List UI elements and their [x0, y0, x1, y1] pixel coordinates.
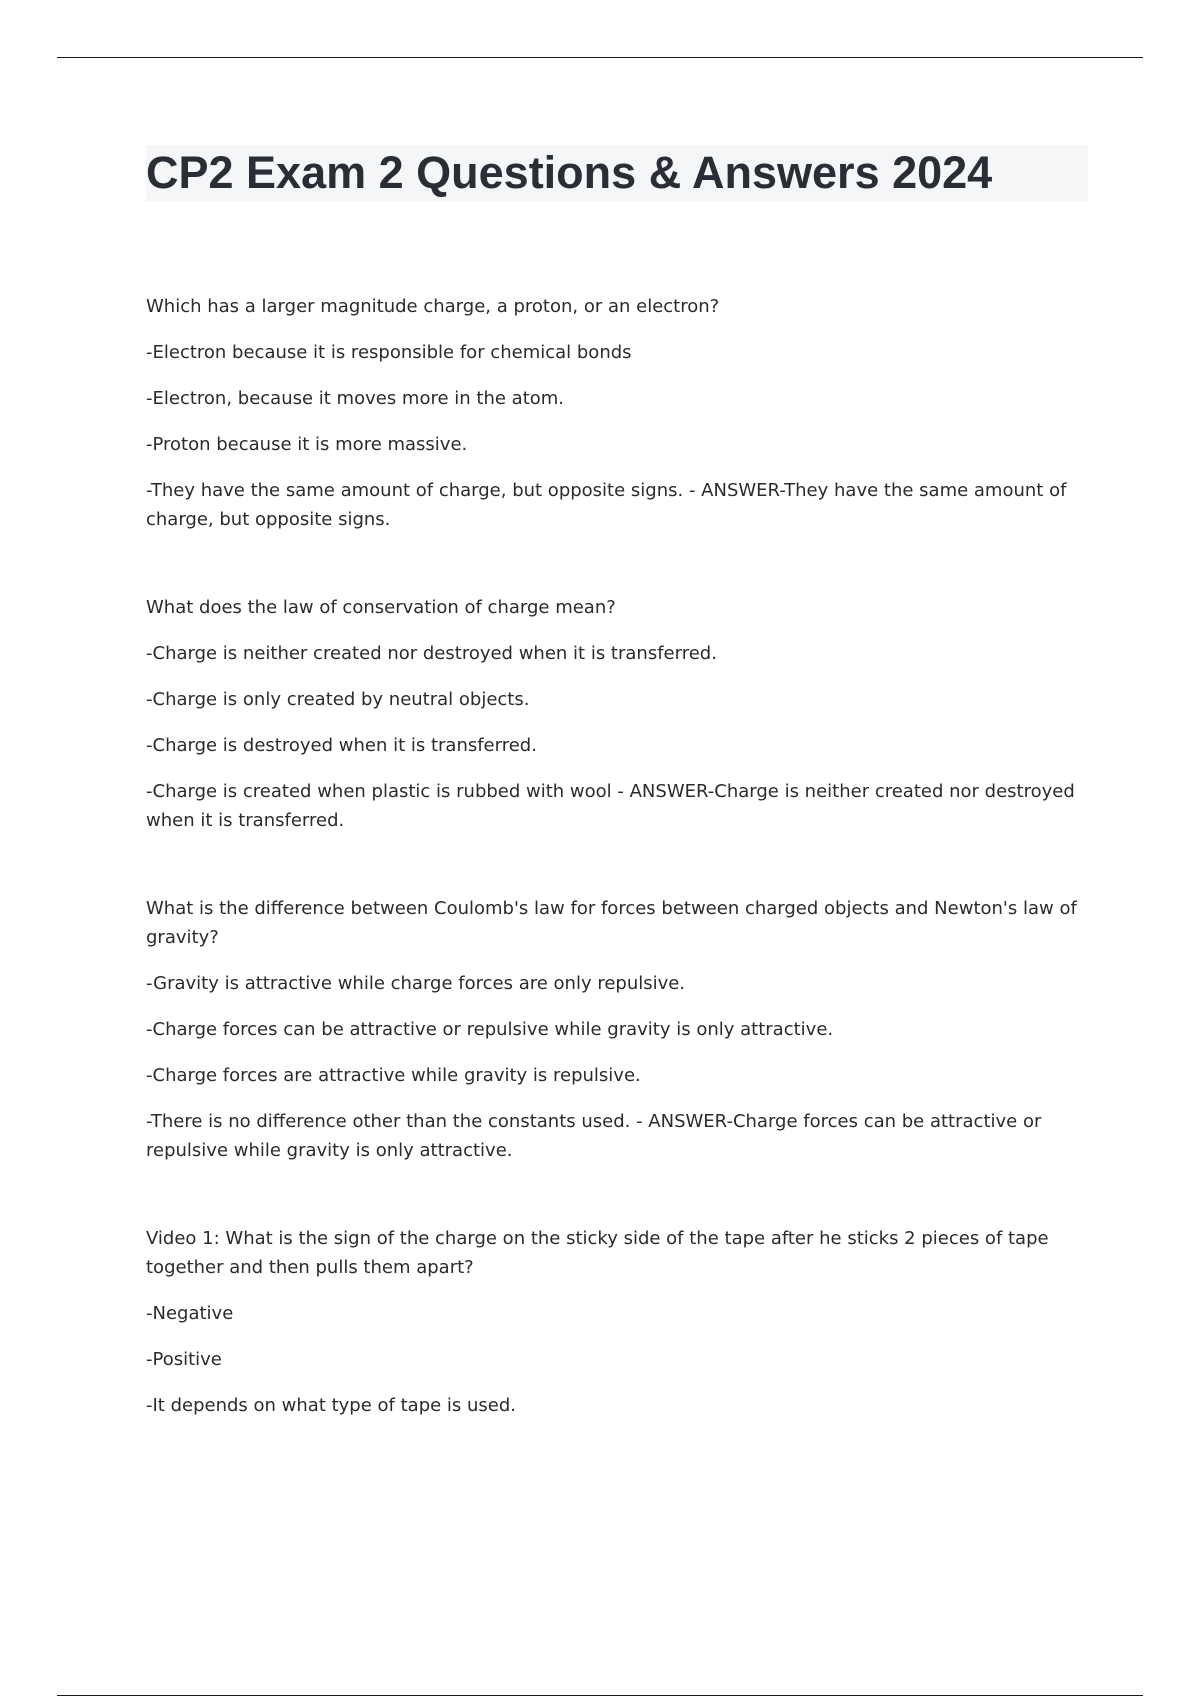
answer-option: -Electron, because it moves more in the atom. — [146, 388, 565, 409]
answer-option: -It depends on what type of tape is used. — [146, 1395, 517, 1416]
answer-option: -Gravity is attractive while charge forces are only repulsive. — [146, 973, 686, 994]
answer-option: -Charge is neither created nor destroyed when it is transferred. — [146, 643, 717, 664]
question-block-3 — [146, 894, 1086, 1165]
question-block-4 — [146, 1224, 1086, 1420]
answer-option: -Positive — [146, 1349, 222, 1370]
answer-option: -Charge is only created by neutral objects. — [146, 689, 530, 710]
document-title: CP2 Exam 2 Questions & Answers 2024 — [146, 147, 993, 198]
question-text: What is the difference between Coulomb's law for forces between charged objects and Newton's law of gravity? — [146, 898, 1077, 948]
question-text: Which has a larger magnitude charge, a proton, or an electron? — [146, 296, 720, 317]
answer-option: -Proton because it is more massive. — [146, 434, 468, 455]
header-rule — [57, 57, 1143, 58]
answer-option: -Charge forces are attractive while gravity is repulsive. — [146, 1065, 641, 1086]
answer-option: -Charge forces can be attractive or repulsive while gravity is only attractive. — [146, 1019, 834, 1040]
question-text: Video 1: What is the sign of the charge on the sticky side of the tape after he sticks 2 pieces of tape together and then pulls them apart? — [146, 1228, 1049, 1278]
answer-option: -Charge is destroyed when it is transferred. — [146, 735, 537, 756]
question-text: What does the law of conservation of charge mean? — [146, 597, 616, 618]
answer-option-with-answer: -There is no difference other than the constants used. - ANSWER-Charge forces can be attractive or repulsive while gravity is only attractive. — [146, 1111, 1042, 1161]
question-block-2 — [146, 593, 1086, 835]
answer-option-with-answer: -They have the same amount of charge, but opposite signs. - ANSWER-They have the same amount of charge, but opposite signs. — [146, 480, 1067, 530]
document-body — [146, 292, 1086, 1420]
question-block-1 — [146, 292, 1086, 534]
answer-option: -Negative — [146, 1303, 234, 1324]
footer-rule — [57, 1695, 1143, 1696]
answer-option: -Electron because it is responsible for chemical bonds — [146, 342, 632, 363]
answer-option-with-answer: -Charge is created when plastic is rubbed with wool - ANSWER-Charge is neither created nor destroyed when it is transferred. — [146, 781, 1075, 831]
